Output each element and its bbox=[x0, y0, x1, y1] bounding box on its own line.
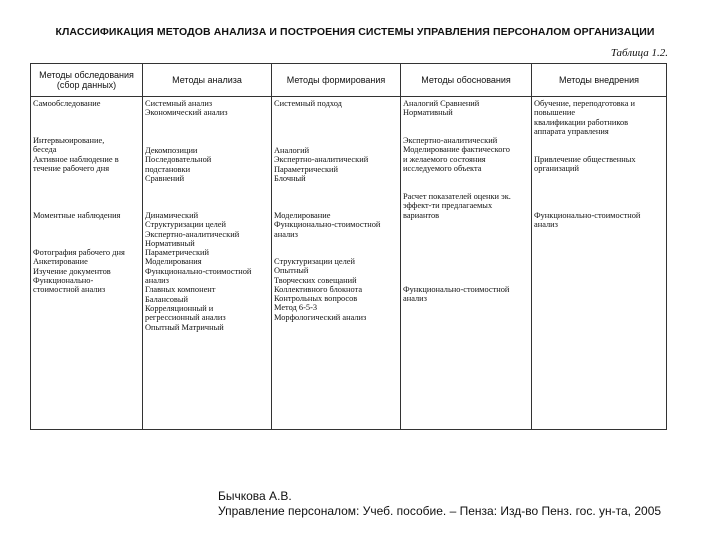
document-title: КЛАССИФИКАЦИЯ МЕТОДОВ АНАЛИЗА И ПОСТРОЕНИЯ СИСТЕМЫ УПРАВЛЕНИЯ ПЕРСОНАЛОМ ОРГАНИЗАЦИИ bbox=[55, 26, 655, 38]
list-item: Самообследование bbox=[33, 99, 101, 108]
list-item: Динамический Структуризации целей Экспертно-аналитический Нормативный Параметрический Моделирования Функционально-стоимостной анализ Главных компонент Балансовый Корреляционный и регрессионный анализ Опытный Матричный bbox=[145, 211, 252, 332]
list-item: Системный подход bbox=[274, 99, 342, 108]
list-item: Декомпозиции Последовательной подстановки Сравнений bbox=[145, 146, 212, 183]
classification-table bbox=[30, 63, 667, 430]
list-item: Экспертно-аналитический Моделирование фактического и желаемого состояния исследуемого объекта bbox=[403, 136, 510, 173]
list-item: Обучение, переподготовка и повышение квалификации работников аппарата управления bbox=[534, 99, 635, 136]
list-item: Аналогий Экспертно-аналитический Параметрический Блочный bbox=[274, 146, 369, 183]
table-number: Таблица 1.2. bbox=[610, 47, 668, 59]
cell-survey-methods bbox=[31, 97, 143, 430]
cell-implementation-methods bbox=[532, 97, 667, 430]
list-item: Расчет показателей оценки эк. эффект-ти предлагаемых вариантов bbox=[403, 192, 511, 220]
list-item: Интервьюирование, беседа Активное наблюдение в течение рабочего дня bbox=[33, 136, 119, 173]
list-item: Моделирование Функционально-стоимостной анализ bbox=[274, 211, 381, 239]
table-header-row bbox=[31, 64, 667, 97]
list-item: Функционально-стоимостной анализ bbox=[403, 285, 510, 304]
cell-justification-methods bbox=[401, 97, 532, 430]
list-item: Аналогий Сравнений Нормативный bbox=[403, 99, 480, 118]
table-row bbox=[31, 97, 667, 430]
header-analysis-methods: Методы анализа bbox=[143, 64, 272, 97]
cell-formation-methods bbox=[272, 97, 401, 430]
header-survey-methods: Методы обследования (сбор данных) bbox=[31, 64, 143, 97]
source-citation: Управление персоналом: Учеб. пособие. – Пенза: Изд-во Пенз. гос. ун-та, 2005 bbox=[218, 504, 662, 518]
list-item: Моментные наблюдения bbox=[33, 211, 121, 220]
author-name: Бычкова А.В. bbox=[218, 489, 292, 503]
list-item: Функционально-стоимостной анализ bbox=[534, 211, 641, 230]
list-item: Привлечение общественных организаций bbox=[534, 155, 636, 174]
header-justification-methods: Методы обоснования bbox=[401, 64, 532, 97]
list-item: Структуризации целей Опытный Творческих совещаний Коллективного блокнота Контрольных вопросов Метод 6-5-3 Морфологический анализ bbox=[274, 257, 367, 322]
list-item: Фотография рабочего дня Анкетирование Изучение документов Функционально- стоимостной анализ bbox=[33, 248, 125, 295]
header-formation-methods: Методы формирования bbox=[272, 64, 401, 97]
list-item: Системный анализ Экономический анализ bbox=[145, 99, 228, 118]
cell-analysis-methods bbox=[143, 97, 272, 430]
header-implementation-methods: Методы внедрения bbox=[532, 64, 667, 97]
